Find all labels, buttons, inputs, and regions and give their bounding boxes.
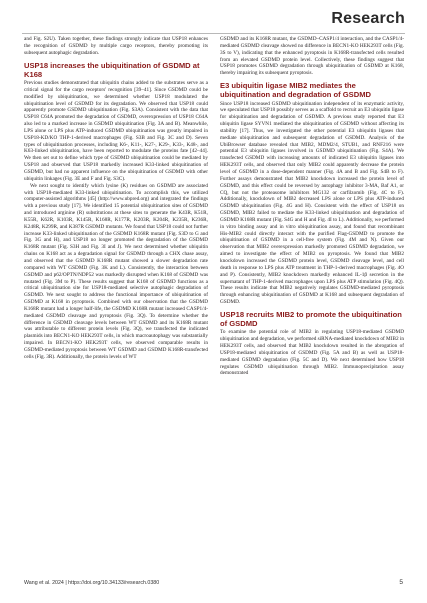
section-heading-usp18-ubiquitination: USP18 increases the ubiquitination of GSDMD at K168 bbox=[24, 60, 200, 79]
page-number: 5 bbox=[399, 579, 403, 586]
body-paragraph: GSDMD and its K168R mutant, the GSDMD–CASP1/4 interaction, and the CASP1/4-mediated GSDMD cleavage showed no difference in BECN1-KO HEK293T cells (Fig. 3S to V), indicating that the enhanced pyroptosis in K168R-transfected cells resulted from an elevated GSDMD protein level. Collectively, these findings suggest that USP18 promotes GSDMD degradation through ubiquitination of GSDMD at K168, thereby impairing its subsequent pyroptosis. bbox=[220, 36, 404, 77]
body-paragraph: Since USP18 increased GSDMD ubiquitination independent of its enzymatic activity, we speculated that USP18 possibly serves as a scaffold to recruit an E3 ubiquitin ligase for ubiquitination and degradation of GSDMD. A previous study reported that E3 ubiquitin ligase SYVN1 mediated the ubiquitination of GSDMD without affecting its stability [17]. Thus, we investigated the other potential E3 ubiquitin ligases that mediate ubiquitination and subsequent degradation of GSDMD. Analysis of the UbiBrowser database revealed that MIB2, MDM2/4, STUB1, and RNF216 were potential E3 ubiquitin ligases involved in GSDMD ubiquitination (Fig. S4A). We transfected GSDMD with increasing amounts of indicated E3 ubiquitin ligases into HEK293T cells, and observed that only MIB2 could apparently decrease the protein level of GSDMD in a dose-dependent manner (Fig. 4A and B and Fig. S4B to F). Further assays demonstrated that MIB2 knockdown increased the protein level of GSDMD, and this effect could be reversed by autophagy inhibitor 3-MA, Baf A1, or CQ, but not the proteasome inhibitors MG132 or carfilzomib (Fig. 4C to F). Additionally, knockdown of MIB2 decreased LPS alone or LPS plus ATP-induced GSDMD ubiquitination (Fig. 4G and H). Consistent with the effect of USP18 on GSDMD, MIB2 failed to mediate the K33-linked ubiquitination and degradation of GSDMD K168R mutant (Fig. S4G and H and Fig. 4I to L). Additionally, we performed in vitro binding assay and in vitro ubiquitination assay, and found that recombinant His-MIB2 could directly interact with the purified Flag-GSDMD to promote the ubiquitination of GSDMD in a cell-free system (Fig. 4M and N). Given our observation that MIB2 overexpression markedly promoted GSDMD degradation, we aimed to investigate the effect of MIB2 on pyroptosis. We found that MIB2 knockdown increased the GSDMD protein level, GSDMD cleavage level, and cell death in response to LPS plus ATP treatment in THP-1-derived macrophages (Fig. 4O and P). Consistently, MIB2 knockdown markedly enhanced IL-1β secretion in the supernatant of THP-1-derived macrophages upon LPS plus ATP stimulation (Fig. 4Q). These results indicate that MIB2 negatively regulates GSDMD-mediated pyroptosis through enhancing ubiquitination of GSDMD at K168 and subsequent degradation of GSDMD. bbox=[220, 100, 404, 306]
journal-name: Research bbox=[331, 10, 405, 27]
body-paragraph: We next sought to identify which lysine (K) residues on GSDMD are associated with USP18-mediated K33-linked ubiquitination. To accomplish this, we utilized computer-assisted algorithms [45] (http://www.ubpred.org) and integrated the findings with a previous study [17]. We identified 15 potential ubiquitination sites of GSDMD and introduced arginine (R) substitutions at these sites to generate the K43R, K51R, K55R, K62R, K103R, K145R, K168R, K177R, K203R, K204R, K235R, K236R, K248R, K299R, and K387R GSDMD mutants. We found that USP18 could not further increase K33-linked ubiquitination of the GSDMD K168R mutant (Fig. S3D to G and Fig. 3G and H), and USP18 no longer promoted the degradation of the GSDMD K168R mutant (Fig. S3H and Fig. 3I and J). We next determined whether ubiquitin chains on K168 act as a degradation signal for GSDMD through a CHX chase assay, and observed that the GSDMD K168R mutant showed a slower degradation rate compared with WT GSDMD (Fig. 3K and L). Consistently, the interaction between GSDMD and p62/OPTN/NDP52 was markedly disrupted when K168 of GSDMD was mutated (Fig. 3M to P). These results suggest that K168 of GSDMD functions as a critical ubiquitination site for USP18-mediated selective autophagic degradation of GSDMD. We next sought to address the functional importance of ubiquitination of GSDMD at K168 in pyroptosis. Combined with our observation that the GSDMD K168R mutant had a longer half-life, the GSDMD K168R mutant increased CASP1/4-mediated GSDMD cleavage and pyroptosis (Fig. 3Q). To determine whether the difference in GSDMD cleavage levels between WT GSDMD and its K168R mutant was attributable to different protein levels (Fig. 3Q), we transfected the indicated plasmids into BECN1-KO HEK293T cells, in which macroautophagy was substantially impaired. In BECN1-KO HEK293T cells, we observed comparable results in GSDMD-mediated pyroptosis between WT GSDMD and GSDMD K168R-transfected cells (Fig. 3R). Additionally, the protein levels of WT bbox=[24, 182, 208, 360]
page-footer bbox=[24, 580, 403, 590]
right-column bbox=[220, 36, 404, 377]
left-column bbox=[24, 36, 208, 361]
body-paragraph: To examine the potential role of MIB2 in regulating USP18-mediated GSDMD ubiquitination and degradation, we performed siRNA-mediated knockdown of MIB2 in HEK293T cells, and observed that MIB2 knockdown resulted in the abrogation of USP18-mediated ubiquitination of GSDMD (Fig. 5A and B) as well as USP18-mediated GSDMD degradation (Fig. 5C and D). We next determined how USP18 regulates GSDMD ubiquitination through MIB2. Immunoprecipitation assay demonstrated bbox=[220, 329, 405, 377]
section-heading-usp18-recruits-mib2: USP18 recruits MIB2 to promote the ubiquitination of GSDMD bbox=[220, 309, 402, 328]
header-divider bbox=[22, 33, 405, 34]
body-paragraph: Previous studies demonstrated that ubiquitin chains added to the substrates serve as a critical signal for the cargo receptors' recognition [39–41]. Since GSDMD could be modified by ubiquitination, we determined whether USP18 modulated the ubiquitination level of GSDMD for its degradation. We observed that USP18 could apparently promote GSDMD ubiquitination (Fig. S3A). Consistent with the data that USP18 C64A promoted the degradation of GSDMD, overexpression of USP18 C64A also led to a marked increase in GSDMD ubiquitination (Fig. 3A and B). Meanwhile, LPS alone or LPS plus ATP-induced GSDMD ubiquitination was greatly impaired in USP18-KD/KO THP-1-derived macrophages (Fig. S3B and Fig. 3C and D). Seven types of ubiquitination processes, including K6-, K11-, K27-, K29-, K33-, K48-, and K63-linked ubiquitination, have been reported to modulate the proteins fate [42–44]. We then set out to define which type of GSDMD ubiquitination could be mediated by USP18 and observed that USP18 markedly increased K33-linked ubiquitination of GSDMD, but had no apparent influence on the ubiquitination of GSDMD with other ubiquitin linkages (Fig. 3E and F and Fig. S3C). bbox=[24, 80, 208, 182]
section-heading-mib2-ligase: E3 ubiquitin ligase MIB2 mediates the ubiquitination and degradation of GSDMD bbox=[220, 81, 372, 100]
body-paragraph: and Fig. S2U). Taken together, these findings strongly indicate that USP18 enhances the recognition of GSDMD by multiple cargo receptors, thereby promoting its subsequent autophagic degradation. bbox=[24, 36, 208, 56]
footer-citation: Wang et al. 2024 | https://doi.org/10.34133/research.0380 bbox=[24, 580, 160, 586]
